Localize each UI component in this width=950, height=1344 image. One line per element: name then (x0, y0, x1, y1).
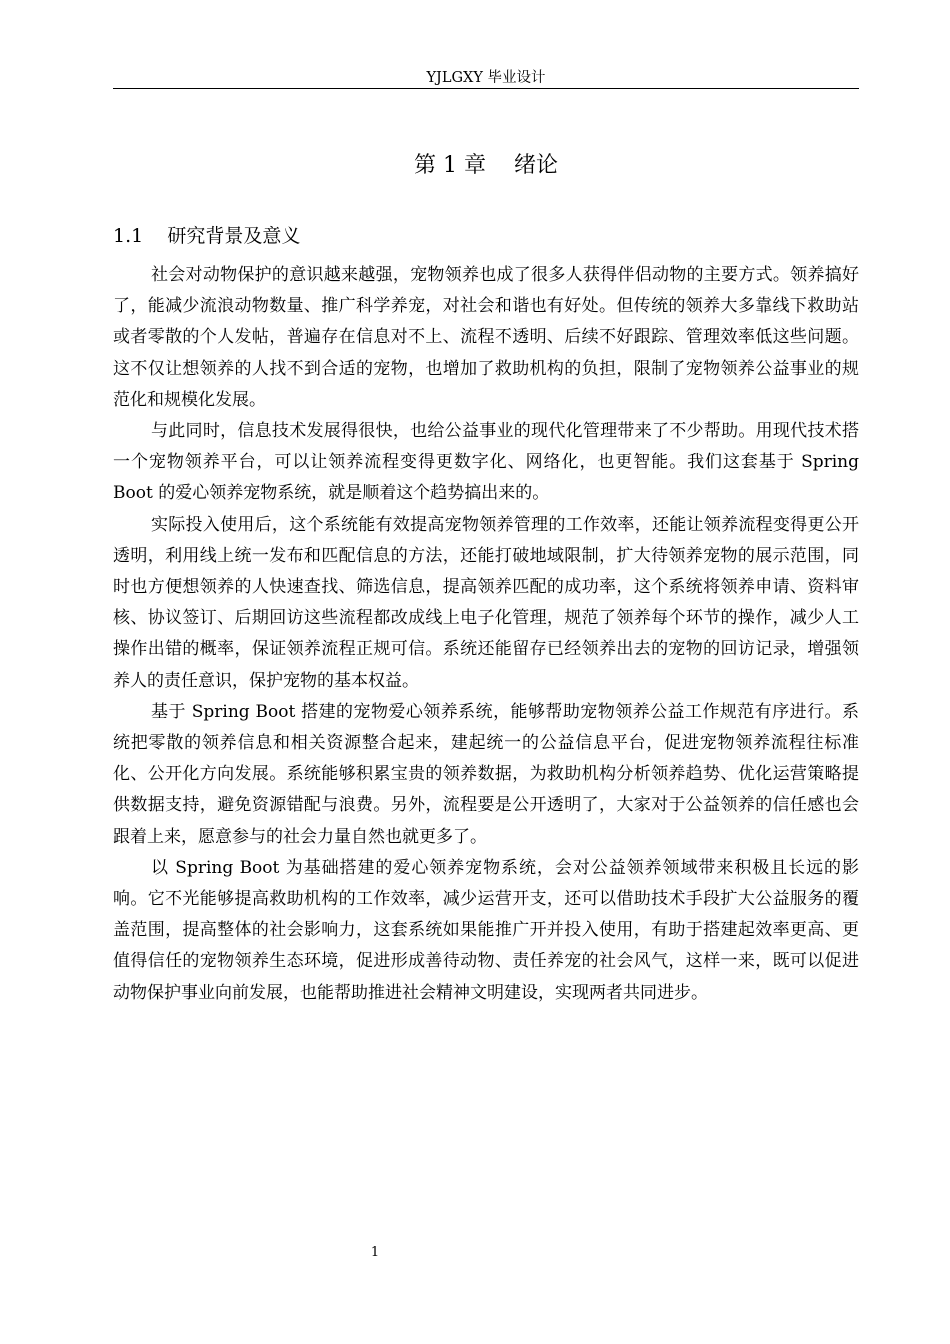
page-number: 1 (370, 1245, 380, 1260)
header-rule (113, 88, 859, 89)
section-heading: 1.1 研究背景及意义 (113, 225, 301, 247)
running-header: YJLGXY 毕业设计 (426, 70, 546, 86)
chapter-title: 第 1 章 绪论 (414, 153, 558, 178)
paragraph-5: 以 Spring Boot 为基础搭建的爱心领养宠物系统，会对公益领养领域带来积极且长远的影响。它不光能够提高救助机构的工作效率，减少运营开支，还可以借助技术手段扩大公益服务的覆盖范围，提高整体的社会影响力，这套系统如果能推广开并投入使用，有助于搭建起效率更高、更值得信任的宠物领养生态环境，促进形成善待动物、责任养宠的社会风气，这样一来，既可以促进动物保护事业向前发展，也能帮助推进社会精神文明建设，实现两者共同进步。 (113, 857, 859, 1003)
paragraph-3: 实际投入使用后，这个系统能有效提高宠物领养管理的工作效率，还能让领养流程变得更公开透明，利用线上统一发布和匹配信息的方法，还能打破地域限制，扩大待领养宠物的展示范围，同时也方便想领养的人快速查找、筛选信息，提高领养匹配的成功率，这个系统将领养申请、资料审核、协议签订、后期回访这些流程都改成线上电子化管理，规范了领养每个环节的操作，减少人工操作出错的概率，保证领养流程正规可信。系统还能留存已经领养出去的宠物的回访记录，增强领养人的责任意识，保护宠物的基本权益。 (113, 514, 859, 691)
paragraph-4: 基于 Spring Boot 搭建的宠物爱心领养系统，能够帮助宠物领养公益工作规范有序进行。系统把零散的领养信息和相关资源整合起来，建起统一的公益信息平台，促进宠物领养流程往标准化、公开化方向发展。系统能够积累宝贵的领养数据，为救助机构分析领养趋势、优化运营策略提供数据支持，避免资源错配与浪费。另外，流程要是公开透明了，大家对于公益领养的信任感也会跟着上来，愿意参与的社会力量自然也就更多了。 (113, 701, 859, 847)
body-text (113, 260, 859, 1009)
paragraph-1: 社会对动物保护的意识越来越强，宠物领养也成了很多人获得伴侣动物的主要方式。领养搞好了，能减少流浪动物数量、推广科学养宠，对社会和谐也有好处。但传统的领养大多靠线下救助站或者零散的个人发帖，普遍存在信息对不上、流程不透明、后续不好跟踪、管理效率低这些问题。这不仅让想领养的人找不到合适的宠物，也增加了救助机构的负担，限制了宠物领养公益事业的规范化和规模化发展。 (113, 265, 859, 410)
paragraph-2: 与此同时，信息技术发展得很快，也给公益事业的现代化管理带来了不少帮助。用现代技术搭一个宠物领养平台，可以让领养流程变得更数字化、网络化，也更智能。我们这套基于 Spring Boot 的爱心领养宠物系统，就是顺着这个趋势搞出来的。 (113, 421, 859, 504)
